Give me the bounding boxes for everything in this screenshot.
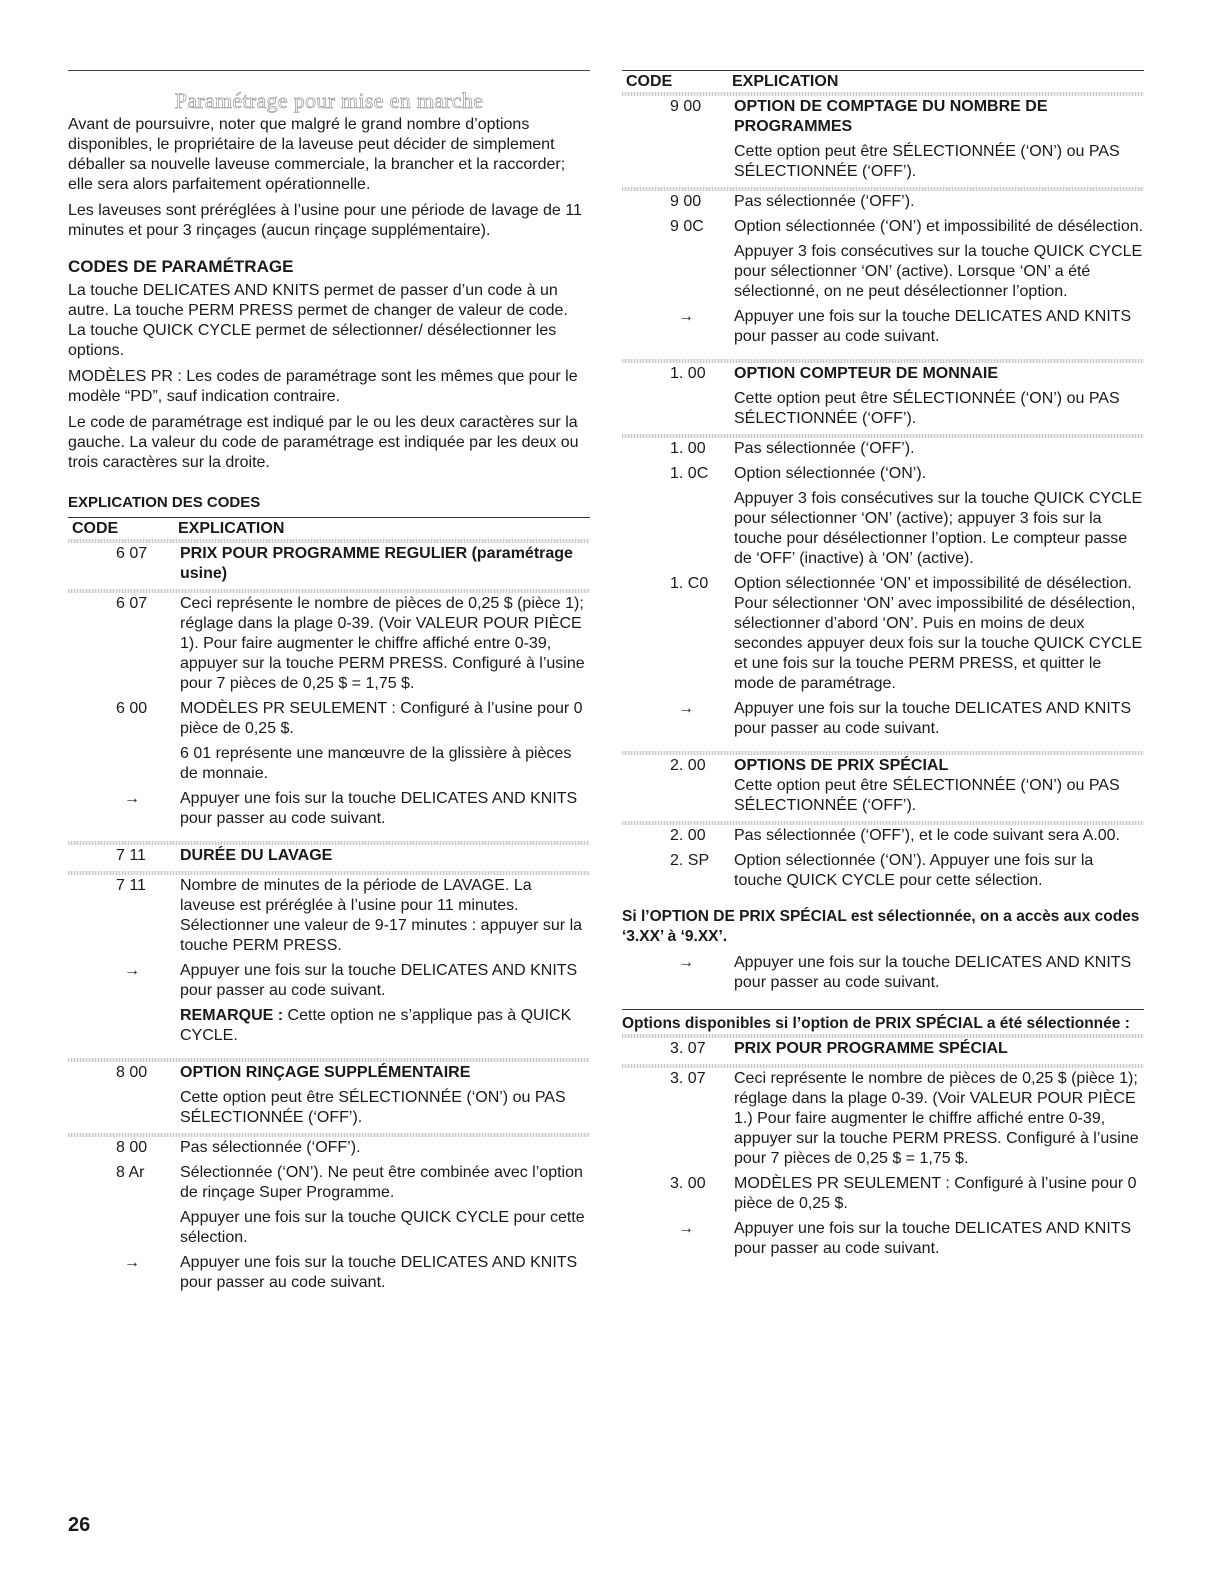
code-row	[68, 699, 590, 739]
code-row	[622, 826, 1144, 846]
section-title: PRIX POUR PROGRAMME SPÉCIAL	[734, 1040, 1008, 1057]
codes-paragraph: Le code de paramétrage est indiqué par le ou les deux caractères sur la gauche. La valeur du code de paramétrage est indiquée par les deux ou trois caractères sur la droite.	[68, 414, 579, 471]
code-row	[622, 1219, 1144, 1259]
code-value: 8 Ar	[116, 1164, 145, 1181]
page-number: 26	[68, 1514, 91, 1536]
arrow-icon: →	[124, 790, 140, 807]
code-row	[622, 464, 1144, 484]
code-row	[622, 1069, 1144, 1169]
code-value: 2. SP	[670, 852, 710, 869]
code-value: 3. 07	[670, 1070, 706, 1087]
code-value: 2. 00	[670, 757, 706, 774]
code-row	[68, 1088, 590, 1128]
arrow-icon: →	[678, 1220, 694, 1237]
divider-band	[622, 751, 1144, 755]
code-description: MODÈLES PR SEULEMENT : Configuré à l’usine pour 0 pièce de 0,25 $.	[180, 700, 583, 737]
column-explanation: EXPLICATION	[178, 520, 285, 537]
arrow-icon: →	[124, 962, 140, 979]
code-description: Option sélectionnée (‘ON’). Appuyer une fois sur la touche QUICK CYCLE pour cette sélection.	[734, 852, 1094, 889]
section-header	[622, 97, 1144, 137]
code-value: 7 11	[116, 847, 146, 864]
section-title: PRIX POUR PROGRAMME REGULIER (paramétrage usine)	[180, 545, 573, 582]
remark	[180, 1006, 590, 1046]
code-value: 9 00	[670, 193, 702, 210]
code-row	[68, 961, 590, 1001]
code-description: Pas sélectionnée (‘OFF’).	[734, 440, 915, 457]
divider-band	[68, 1058, 590, 1062]
code-value: 7 11	[116, 877, 146, 894]
code-description: 6 01 représente une manœuvre de la glissière à pièces de monnaie.	[180, 745, 572, 782]
section-header	[622, 364, 1144, 384]
code-description: Appuyer une fois sur la touche QUICK CYCLE pour cette sélection.	[180, 1209, 585, 1246]
code-value: 6 07	[116, 595, 148, 612]
code-row	[622, 142, 1144, 182]
code-description: Appuyer une fois sur la touche DELICATES AND KNITS pour passer au code suivant.	[734, 700, 1132, 737]
code-row	[68, 1208, 590, 1248]
section-title: DURÉE DU LAVAGE	[180, 847, 333, 864]
code-row	[622, 699, 1144, 739]
explanation-heading: EXPLICATION DES CODES	[68, 494, 261, 511]
code-description: Option sélectionnée ‘ON’ et impossibilité de désélection. Pour sélectionner ‘ON’ avec impossibilité de désélection, sélectionner d’abord ‘ON’. Puis en moins de deux secondes appuyer deux fois sur la touche QUICK CYCLE et une fois sur la touche PERM PRESS, et quitter le mode de paramétrage.	[734, 575, 1143, 692]
code-row	[622, 953, 1144, 993]
code-value: 3. 00	[670, 1175, 706, 1192]
section-header	[68, 544, 590, 584]
divider-band	[68, 871, 590, 875]
divider-band	[622, 359, 1144, 363]
code-row	[68, 1138, 590, 1158]
column-code: CODE	[626, 73, 673, 90]
code-description: Appuyer une fois sur la touche DELICATES AND KNITS pour passer au code suivant.	[180, 962, 578, 999]
code-description: Appuyer 3 fois consécutives sur la touche QUICK CYCLE pour sélectionner ‘ON’ (active). Lorsque ‘ON’ a été sélectionné, on ne peut désélectionner l’option.	[734, 243, 1143, 300]
code-description: Cette option peut être SÉLECTIONNÉE (‘ON’) ou PAS SÉLECTIONNÉE (‘OFF’).	[180, 1089, 566, 1126]
table-header	[68, 517, 590, 538]
options-heading: Options disponibles si l’option de PRIX SPÉCIAL a été sélectionnée :	[622, 1009, 1144, 1033]
code-value: 1. 0C	[670, 465, 709, 482]
code-description: Option sélectionnée (‘ON’).	[734, 465, 927, 482]
code-row	[622, 489, 1144, 569]
code-value: 1. 00	[670, 440, 706, 457]
code-value: 6 07	[116, 545, 148, 562]
code-description: Appuyer 3 fois consécutives sur la touche QUICK CYCLE pour sélectionner ‘ON’ (active); appuyer 3 fois sur la touche pour désélectionner l’option. Le compteur passe de ‘OFF’ (inactive) à ‘ON’ (active).	[734, 490, 1143, 567]
divider-band	[68, 589, 590, 593]
divider-band	[622, 434, 1144, 438]
column-explanation: EXPLICATION	[732, 73, 839, 90]
code-row	[68, 744, 590, 784]
code-description: Appuyer une fois sur la touche DELICATES AND KNITS pour passer au code suivant.	[734, 1220, 1132, 1257]
arrow-icon: →	[124, 1254, 140, 1271]
code-row	[622, 217, 1144, 237]
code-description: Ceci représente le nombre de pièces de 0,25 $ (pièce 1); réglage dans la plage 0-39. (Voir VALEUR POUR PIÈCE 1). Pour faire augmenter le chiffre affiché entre 0-39, appuyer sur la touche PERM PRESS. Configuré à l’usine pour 7 pièces de 0,25 $ = 1,75 $.	[180, 595, 585, 692]
code-description: MODÈLES PR SEULEMENT : Configuré à l’usine pour 0 pièce de 0,25 $.	[734, 1175, 1137, 1212]
code-description: Sélectionnée (‘ON’). Ne peut être combinée avec l’option de rinçage Super Programme.	[180, 1164, 583, 1201]
top-rule	[68, 70, 590, 71]
code-description: Pas sélectionnée (‘OFF’).	[734, 193, 915, 210]
column-code: CODE	[72, 520, 119, 537]
code-value: 3. 07	[670, 1040, 706, 1057]
code-value: 1. 00	[670, 365, 706, 382]
code-row	[622, 1174, 1144, 1214]
code-value: 6 00	[116, 700, 148, 717]
code-description: Appuyer une fois sur la touche DELICATES AND KNITS pour passer au code suivant.	[180, 1254, 578, 1291]
code-description: Pas sélectionnée (‘OFF’).	[180, 1139, 361, 1156]
code-description: Cette option peut être SÉLECTIONNÉE (‘ON’) ou PAS SÉLECTIONNÉE (‘OFF’).	[734, 390, 1120, 427]
section-header	[622, 1039, 1144, 1059]
arrow-icon: →	[678, 700, 694, 717]
arrow-icon: →	[678, 954, 694, 971]
codes-paragraph: La touche DELICATES AND KNITS permet de passer d’un code à un autre. La touche PERM PRESS permet de changer de valeur de code. La touche QUICK CYCLE permet de sélectionner/ désélectionner les options.	[68, 282, 568, 359]
section-header	[68, 1063, 590, 1083]
code-row	[622, 851, 1144, 891]
code-description: Option sélectionnée (‘ON’) et impossibilité de désélection.	[734, 218, 1144, 235]
code-value: 2. 00	[670, 827, 706, 844]
page-title: Paramétrage pour mise en marche	[174, 88, 484, 113]
code-row	[68, 594, 590, 694]
right-column	[622, 70, 1144, 1264]
left-column	[68, 70, 590, 1298]
arrow-icon: →	[678, 308, 694, 325]
remark-text: Cette option ne s’applique pas à QUICK CYCLE.	[180, 1007, 572, 1044]
section-title: OPTION COMPTEUR DE MONNAIE	[734, 365, 999, 382]
divider-band	[68, 1133, 590, 1137]
code-description: Ceci représente le nombre de pièces de 0,25 $ (pièce 1); réglage dans la plage 0-39. (Voir VALEUR POUR PIÈCE 1.) Pour faire augmenter le chiffre affiché entre 0-39, appuyer sur la touche PERM PRESS. Configuré à l’usine pour 7 pièces de 0,25 $ = 1,75 $.	[734, 1070, 1139, 1167]
code-row	[622, 307, 1144, 347]
code-description: Pas sélectionnée (‘OFF’), et le code suivant sera A.00.	[734, 827, 1120, 844]
divider-band	[622, 187, 1144, 191]
section-title: OPTION RINÇAGE SUPPLÉMENTAIRE	[180, 1064, 471, 1081]
code-row	[68, 1163, 590, 1203]
remark-label: REMARQUE :	[180, 1007, 284, 1024]
code-row	[68, 789, 590, 829]
code-description: Appuyer une fois sur la touche DELICATES AND KNITS pour passer au code suivant.	[734, 954, 1132, 991]
code-row	[68, 1006, 590, 1046]
intro-paragraph: Les laveuses sont préréglées à l’usine pour une période de lavage de 11 minutes et pour 3 rinçages (aucun rinçage supplémentaire).	[68, 202, 582, 239]
section-header	[68, 846, 590, 866]
code-row	[68, 1253, 590, 1293]
code-row	[622, 242, 1144, 302]
section-title: OPTION DE COMPTAGE DU NOMBRE DE PROGRAMMES	[734, 98, 1048, 135]
code-value: 1. C0	[670, 575, 709, 592]
code-description: Cette option peut être SÉLECTIONNÉE (‘ON’) ou PAS SÉLECTIONNÉE (‘OFF’).	[734, 777, 1120, 814]
code-row	[622, 439, 1144, 459]
code-description: Appuyer une fois sur la touche DELICATES AND KNITS pour passer au code suivant.	[734, 308, 1132, 345]
intro-paragraph: Avant de poursuivre, noter que malgré le grand nombre d’options disponibles, le propriétaire de la laveuse peut décider de simplement déballer sa nouvelle laveuse commerciale, la brancher et la raccorder; elle sera alors parfaitement opérationnelle.	[68, 116, 566, 193]
code-description: Appuyer une fois sur la touche DELICATES AND KNITS pour passer au code suivant.	[180, 790, 578, 827]
divider-band	[622, 821, 1144, 825]
section-header	[622, 756, 1144, 776]
divider-band	[68, 841, 590, 845]
section-title: OPTIONS DE PRIX SPÉCIAL	[734, 757, 949, 774]
code-description: Nombre de minutes de la période de LAVAGE. La laveuse est préréglée à l’usine pour 11 minutes. Sélectionner une valeur de 9-17 minutes : appuyer sur la touche PERM PRESS.	[180, 877, 583, 954]
code-row	[622, 776, 1144, 816]
divider-band	[622, 1064, 1144, 1068]
table-header	[622, 70, 1144, 91]
special-price-note: Si l’OPTION DE PRIX SPÉCIAL est sélectionnée, on a accès aux codes ‘3.XX’ à ‘9.XX’.	[622, 908, 1140, 945]
code-row	[622, 192, 1144, 212]
codes-heading: CODES DE PARAMÉTRAGE	[68, 257, 294, 276]
code-value: 9 0C	[670, 218, 704, 235]
code-value: 9 00	[670, 98, 702, 115]
code-value: 8 00	[116, 1064, 148, 1081]
code-row	[622, 389, 1144, 429]
code-value: 8 00	[116, 1139, 148, 1156]
divider-band	[622, 92, 1144, 96]
divider-band	[68, 539, 590, 543]
code-row	[622, 574, 1144, 694]
codes-paragraph: MODÈLES PR : Les codes de paramétrage sont les mêmes que pour le modèle “PD”, sauf indication contraire.	[68, 368, 578, 405]
divider-band	[622, 1034, 1144, 1038]
code-row	[68, 876, 590, 956]
code-description: Cette option peut être SÉLECTIONNÉE (‘ON’) ou PAS SÉLECTIONNÉE (‘OFF’).	[734, 143, 1120, 180]
